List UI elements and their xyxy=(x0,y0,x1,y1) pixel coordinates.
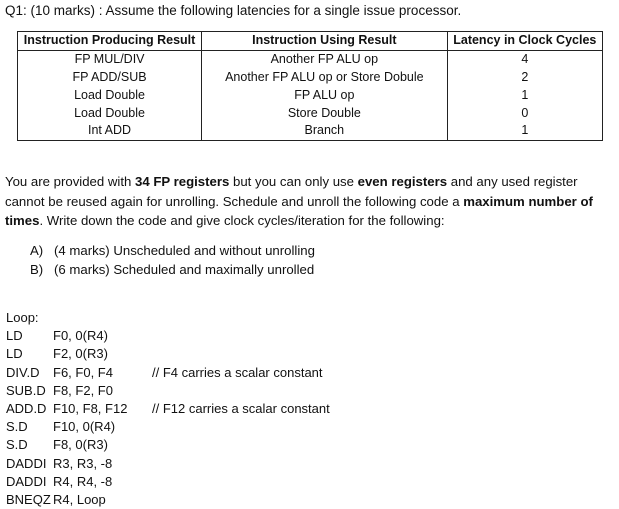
para-bold: maximum number of times xyxy=(5,193,593,228)
question-title: Q1: (10 marks) : Assume the following latencies for a single issue processor. xyxy=(5,3,462,18)
list-item xyxy=(30,260,315,279)
operands: R4, R4, -8 xyxy=(53,473,113,489)
opcode: DADDI xyxy=(6,455,47,471)
cell-producing: FP MUL/DIV xyxy=(18,50,202,68)
code-line xyxy=(6,345,330,363)
comment xyxy=(149,436,152,454)
comment xyxy=(149,455,152,473)
table-header-row xyxy=(18,32,603,51)
cell-using: Another FP ALU op or Store Dobule xyxy=(202,69,448,87)
operands: F6, F0, F4 xyxy=(53,364,113,380)
list-item xyxy=(30,241,315,260)
operands: F8, F2, F0 xyxy=(53,382,113,398)
operands: F0, 0(R4) xyxy=(53,328,108,344)
item-text: (4 marks) Unscheduled and without unrolling xyxy=(54,243,315,258)
opcode: LD xyxy=(6,346,23,362)
code-block xyxy=(6,309,330,509)
comment: // F4 carries a scalar constant xyxy=(152,364,323,380)
opcode: S.D xyxy=(6,419,28,435)
para-text: . Write down the code and give clock cycles/iteration for the following: xyxy=(39,213,445,228)
latency-table xyxy=(17,31,603,141)
item-label: B) xyxy=(30,262,44,277)
cell-using: Branch xyxy=(202,122,448,140)
opcode: S.D xyxy=(6,437,28,453)
opcode: BNEQZ xyxy=(6,491,51,507)
loop-label-text: Loop: xyxy=(6,310,39,325)
table-row xyxy=(18,122,603,140)
cell-using: FP ALU op xyxy=(202,86,448,104)
cell-producing: Int ADD xyxy=(18,122,202,140)
opcode: SUB.D xyxy=(6,382,46,398)
code-line xyxy=(6,455,330,473)
task-list xyxy=(30,241,315,279)
operands: R3, R3, -8 xyxy=(53,455,113,471)
table-row xyxy=(18,50,603,68)
code-line xyxy=(6,382,330,400)
code-line xyxy=(6,473,330,491)
opcode: DIV.D xyxy=(6,364,40,380)
operands: F10, 0(R4) xyxy=(53,419,116,435)
header-latency: Latency in Clock Cycles xyxy=(447,32,602,51)
header-producing: Instruction Producing Result xyxy=(18,32,202,51)
comment xyxy=(149,473,152,491)
cell-latency: 4 xyxy=(447,50,602,68)
operands: F10, F8, F12 xyxy=(53,400,128,416)
code-line xyxy=(6,327,330,345)
comment xyxy=(149,491,152,509)
item-label: A) xyxy=(30,243,44,258)
cell-latency: 2 xyxy=(447,69,602,87)
table-row xyxy=(18,104,603,122)
opcode: DADDI xyxy=(6,473,47,489)
code-line xyxy=(6,491,330,509)
code-line xyxy=(6,418,330,436)
code-line xyxy=(6,436,330,454)
para-bold: 34 FP registers xyxy=(135,174,230,189)
cell-producing: Load Double xyxy=(18,86,202,104)
comment: // F12 carries a scalar constant xyxy=(152,400,330,416)
opcode: ADD.D xyxy=(6,400,47,416)
para-bold: even registers xyxy=(357,174,448,189)
code-line xyxy=(6,400,330,418)
instructions-paragraph xyxy=(5,172,615,231)
loop-label xyxy=(6,309,330,327)
item-text: (6 marks) Scheduled and maximally unrolled xyxy=(54,262,315,277)
comment xyxy=(149,418,152,436)
operands: R4, Loop xyxy=(53,491,106,507)
code-line xyxy=(6,364,330,382)
cell-latency: 1 xyxy=(447,86,602,104)
para-text: You are provided with xyxy=(5,174,136,189)
cell-using: Another FP ALU op xyxy=(202,50,448,68)
cell-producing: FP ADD/SUB xyxy=(18,69,202,87)
cell-latency: 1 xyxy=(447,122,602,140)
comment xyxy=(149,382,152,400)
header-using: Instruction Using Result xyxy=(202,32,448,51)
table-row xyxy=(18,69,603,87)
operands: F8, 0(R3) xyxy=(53,437,108,453)
para-text: but you can only use xyxy=(229,174,358,189)
operands: F2, 0(R3) xyxy=(53,346,108,362)
table-row xyxy=(18,86,603,104)
opcode: LD xyxy=(6,328,23,344)
cell-producing: Load Double xyxy=(18,104,202,122)
comment xyxy=(149,345,152,363)
para-text: and any used register cannot be reused again for unrolling. Schedule and unroll the following code a xyxy=(5,174,578,209)
cell-latency: 0 xyxy=(447,104,602,122)
cell-using: Store Double xyxy=(202,104,448,122)
comment xyxy=(149,327,152,345)
